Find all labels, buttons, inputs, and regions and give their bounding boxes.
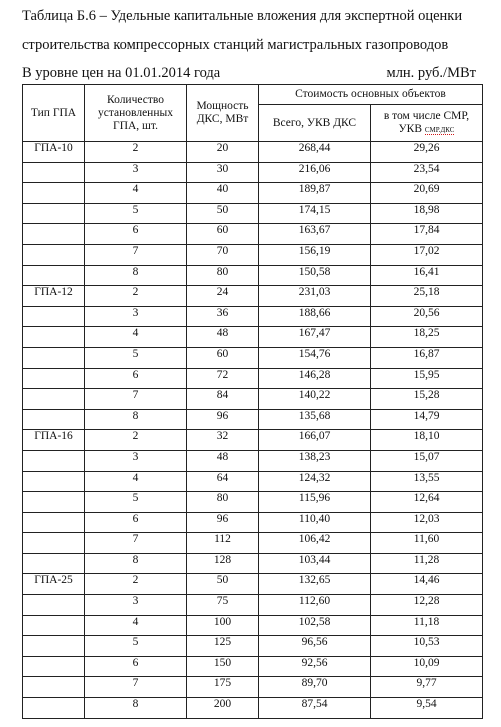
gpa-type-cell: ГПА-10	[23, 142, 85, 163]
count-cell: 2	[85, 142, 187, 163]
smr-cell: 14,46	[371, 574, 483, 595]
smr-cell: 9,77	[371, 677, 483, 698]
power-cell: 50	[187, 203, 259, 224]
total-cell: 146,28	[259, 368, 371, 389]
smr-cell: 16,41	[371, 265, 483, 286]
smr-cell: 10,53	[371, 636, 483, 657]
total-cell: 231,03	[259, 286, 371, 307]
power-cell: 36	[187, 306, 259, 327]
smr-cell: 11,60	[371, 533, 483, 554]
count-cell: 6	[85, 512, 187, 533]
total-cell: 166,07	[259, 430, 371, 451]
total-cell: 140,22	[259, 389, 371, 410]
total-cell: 132,65	[259, 574, 371, 595]
header-count: Количество установленных ГПА, шт.	[85, 85, 187, 142]
table-row	[23, 244, 483, 265]
gpa-type-cell-empty	[23, 306, 85, 327]
count-cell: 7	[85, 244, 187, 265]
table-row	[23, 389, 483, 410]
table-row	[23, 162, 483, 183]
table-row	[23, 553, 483, 574]
header-total: Всего, УКВ ДКС	[259, 105, 371, 142]
power-cell: 64	[187, 471, 259, 492]
count-cell: 7	[85, 389, 187, 410]
gpa-type-cell-empty	[23, 615, 85, 636]
count-cell: 5	[85, 347, 187, 368]
table-row	[23, 203, 483, 224]
power-cell: 20	[187, 142, 259, 163]
power-cell: 80	[187, 265, 259, 286]
table-row	[23, 286, 483, 307]
power-cell: 48	[187, 327, 259, 348]
gpa-type-cell-empty	[23, 368, 85, 389]
table-row	[23, 492, 483, 513]
total-cell: 167,47	[259, 327, 371, 348]
total-cell: 106,42	[259, 533, 371, 554]
header-smr-label: в том числе СМР, УКВ	[383, 109, 470, 135]
smr-cell: 18,98	[371, 203, 483, 224]
power-cell: 80	[187, 492, 259, 513]
gpa-type-cell-empty	[23, 656, 85, 677]
power-cell: 175	[187, 677, 259, 698]
count-cell: 5	[85, 492, 187, 513]
count-cell: 5	[85, 636, 187, 657]
smr-cell: 12,64	[371, 492, 483, 513]
table-subheader	[22, 65, 480, 82]
count-cell: 4	[85, 471, 187, 492]
power-cell: 84	[187, 389, 259, 410]
smr-cell: 12,03	[371, 512, 483, 533]
gpa-type-cell-empty	[23, 183, 85, 204]
gpa-type-cell-empty	[23, 327, 85, 348]
total-cell: 112,60	[259, 595, 371, 616]
gpa-type-cell-empty	[23, 162, 85, 183]
smr-cell: 12,28	[371, 595, 483, 616]
smr-cell: 18,25	[371, 327, 483, 348]
count-cell: 8	[85, 265, 187, 286]
power-cell: 128	[187, 553, 259, 574]
total-cell: 216,06	[259, 162, 371, 183]
total-cell: 103,44	[259, 553, 371, 574]
gpa-type-cell-empty	[23, 698, 85, 719]
table-row	[23, 142, 483, 163]
table-row	[23, 595, 483, 616]
table-caption-line2: строительства компрессорных станций магистральных газопроводов	[22, 37, 449, 53]
total-cell: 174,15	[259, 203, 371, 224]
gpa-type-cell-empty	[23, 471, 85, 492]
price-level-note: В уровне цен на 01.01.2014 года	[22, 65, 221, 81]
total-cell: 96,56	[259, 636, 371, 657]
count-cell: 8	[85, 409, 187, 430]
gpa-type-cell-empty	[23, 224, 85, 245]
smr-cell: 11,18	[371, 615, 483, 636]
capex-table	[22, 84, 483, 719]
power-cell: 32	[187, 430, 259, 451]
gpa-type-cell-empty	[23, 347, 85, 368]
gpa-type-cell-empty	[23, 512, 85, 533]
gpa-type-cell-empty	[23, 450, 85, 471]
count-cell: 4	[85, 615, 187, 636]
header-smr-subscript: СМР.ДКС	[424, 125, 455, 134]
gpa-type-cell-empty	[23, 595, 85, 616]
gpa-type-cell-empty	[23, 553, 85, 574]
power-cell: 30	[187, 162, 259, 183]
table-row	[23, 533, 483, 554]
count-cell: 6	[85, 224, 187, 245]
power-cell: 50	[187, 574, 259, 595]
gpa-type-cell-empty	[23, 677, 85, 698]
gpa-type-cell: ГПА-25	[23, 574, 85, 595]
total-cell: 150,58	[259, 265, 371, 286]
gpa-type-cell-empty	[23, 203, 85, 224]
table-body	[23, 142, 483, 719]
table-caption-line1: Таблица Б.6 – Удельные капитальные вложения для экспертной оценки	[22, 8, 463, 24]
smr-cell: 18,10	[371, 430, 483, 451]
smr-cell: 14,79	[371, 409, 483, 430]
total-cell: 110,40	[259, 512, 371, 533]
table-row	[23, 574, 483, 595]
total-cell: 188,66	[259, 306, 371, 327]
total-cell: 138,23	[259, 450, 371, 471]
total-cell: 163,67	[259, 224, 371, 245]
total-cell: 156,19	[259, 244, 371, 265]
total-cell: 92,56	[259, 656, 371, 677]
smr-cell: 16,87	[371, 347, 483, 368]
smr-cell: 20,56	[371, 306, 483, 327]
total-cell: 102,58	[259, 615, 371, 636]
power-cell: 125	[187, 636, 259, 657]
count-cell: 4	[85, 327, 187, 348]
table-row	[23, 636, 483, 657]
count-cell: 4	[85, 183, 187, 204]
table-row	[23, 183, 483, 204]
count-cell: 2	[85, 574, 187, 595]
count-cell: 6	[85, 368, 187, 389]
table-row	[23, 656, 483, 677]
header-cost: Стоимость основных объектов	[259, 85, 483, 105]
gpa-type-cell-empty	[23, 492, 85, 513]
count-cell: 3	[85, 595, 187, 616]
smr-cell: 23,54	[371, 162, 483, 183]
gpa-type-cell-empty	[23, 244, 85, 265]
header-smr	[371, 105, 483, 142]
smr-cell: 17,02	[371, 244, 483, 265]
table-row	[23, 327, 483, 348]
smr-cell: 15,95	[371, 368, 483, 389]
total-cell: 115,96	[259, 492, 371, 513]
smr-cell: 29,26	[371, 142, 483, 163]
power-cell: 24	[187, 286, 259, 307]
table-row	[23, 347, 483, 368]
table-row	[23, 471, 483, 492]
smr-cell: 10,09	[371, 656, 483, 677]
power-cell: 96	[187, 409, 259, 430]
table-row	[23, 677, 483, 698]
table-row	[23, 698, 483, 719]
gpa-type-cell-empty	[23, 409, 85, 430]
header-type: Тип ГПА	[23, 85, 85, 142]
count-cell: 5	[85, 203, 187, 224]
power-cell: 60	[187, 347, 259, 368]
total-cell: 268,44	[259, 142, 371, 163]
count-cell: 6	[85, 656, 187, 677]
smr-cell: 25,18	[371, 286, 483, 307]
gpa-type-cell-empty	[23, 533, 85, 554]
table-row	[23, 615, 483, 636]
count-cell: 3	[85, 306, 187, 327]
gpa-type-cell-empty	[23, 265, 85, 286]
units-note: млн. руб./МВт	[386, 65, 476, 81]
gpa-type-cell-empty	[23, 389, 85, 410]
gpa-type-cell-empty	[23, 636, 85, 657]
power-cell: 72	[187, 368, 259, 389]
table-row	[23, 450, 483, 471]
smr-cell: 11,28	[371, 553, 483, 574]
power-cell: 40	[187, 183, 259, 204]
table-row	[23, 430, 483, 451]
total-cell: 124,32	[259, 471, 371, 492]
power-cell: 70	[187, 244, 259, 265]
count-cell: 7	[85, 677, 187, 698]
table-row	[23, 368, 483, 389]
count-cell: 2	[85, 286, 187, 307]
power-cell: 60	[187, 224, 259, 245]
power-cell: 75	[187, 595, 259, 616]
smr-cell: 15,28	[371, 389, 483, 410]
total-cell: 189,87	[259, 183, 371, 204]
power-cell: 96	[187, 512, 259, 533]
count-cell: 3	[85, 450, 187, 471]
smr-cell: 17,84	[371, 224, 483, 245]
table-row	[23, 409, 483, 430]
table-row	[23, 224, 483, 245]
count-cell: 7	[85, 533, 187, 554]
header-power: Мощность ДКС, МВт	[187, 85, 259, 142]
gpa-type-cell: ГПА-16	[23, 430, 85, 451]
count-cell: 3	[85, 162, 187, 183]
power-cell: 112	[187, 533, 259, 554]
table-row	[23, 512, 483, 533]
power-cell: 100	[187, 615, 259, 636]
power-cell: 150	[187, 656, 259, 677]
smr-cell: 9,54	[371, 698, 483, 719]
total-cell: 89,70	[259, 677, 371, 698]
count-cell: 8	[85, 698, 187, 719]
count-cell: 8	[85, 553, 187, 574]
smr-cell: 13,55	[371, 471, 483, 492]
total-cell: 135,68	[259, 409, 371, 430]
power-cell: 200	[187, 698, 259, 719]
count-cell: 2	[85, 430, 187, 451]
smr-cell: 20,69	[371, 183, 483, 204]
table-row	[23, 306, 483, 327]
total-cell: 154,76	[259, 347, 371, 368]
gpa-type-cell: ГПА-12	[23, 286, 85, 307]
power-cell: 48	[187, 450, 259, 471]
smr-cell: 15,07	[371, 450, 483, 471]
table-row	[23, 265, 483, 286]
total-cell: 87,54	[259, 698, 371, 719]
